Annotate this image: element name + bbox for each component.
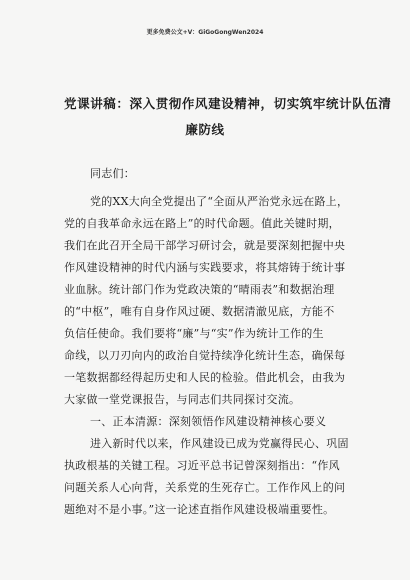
document-title-line-1: 党课讲稿：深入贯彻作风建设精神，切实筑牢统计队伍清 [64, 96, 392, 111]
paragraph-line: 党的XX大向全党提出了“全面从严治党永远在路上， [90, 195, 349, 208]
paragraph-line: 进入新时代以来，作风建设已成为党赢得民心、巩固 [90, 437, 349, 450]
paragraph-line: 问题关系人心向背，关系党的生死存亡。工作作风上的问 [64, 481, 346, 494]
paragraph-line: 作风建设精神的时代内涵与实践要求，将其熔铸于统计事 [64, 261, 346, 274]
paragraph-line: 命线，以刀刃向内的政治自觉持续净化统计生态，确保每 [64, 349, 346, 362]
header-note: 更多免费公文+V：GiGoGongWen2024 [146, 29, 264, 36]
section-heading: 一、正本清源：深刻领悟作风建设精神核心要义 [90, 415, 327, 428]
paragraph-line: 党的自我革命永远在路上”的时代命题。值此关键时期， [64, 217, 340, 230]
document-title-line-2: 廉防线 [185, 122, 225, 137]
paragraph-line: 的“中枢”，唯有自身作风过硬、数据清澈见底，方能不 [64, 305, 335, 318]
greeting: 同志们： [90, 167, 135, 180]
paragraph-line: 大家做一堂党课报告，与同志们共同探讨交流。 [64, 393, 301, 406]
paragraph-line: 一笔数据都经得起历史和人民的检验。借此机会，由我为 [64, 371, 346, 384]
paragraph-line: 负信任使命。我们要将“廉”与“实”作为统计工作的生 [64, 327, 324, 340]
paragraph-line: 题绝对不是小事。”这一论述直指作风建设极端重要性。 [64, 503, 335, 516]
paragraph-line: 我们在此召开全局干部学习研讨会，就是要深刻把握中央 [64, 239, 346, 252]
paragraph-line: 执政根基的关键工程。习近平总书记曾深刻指出：“作风 [64, 459, 340, 472]
paragraph-line: 业血脉。统计部门作为党政决策的“晴雨表”和数据治理 [64, 283, 335, 296]
